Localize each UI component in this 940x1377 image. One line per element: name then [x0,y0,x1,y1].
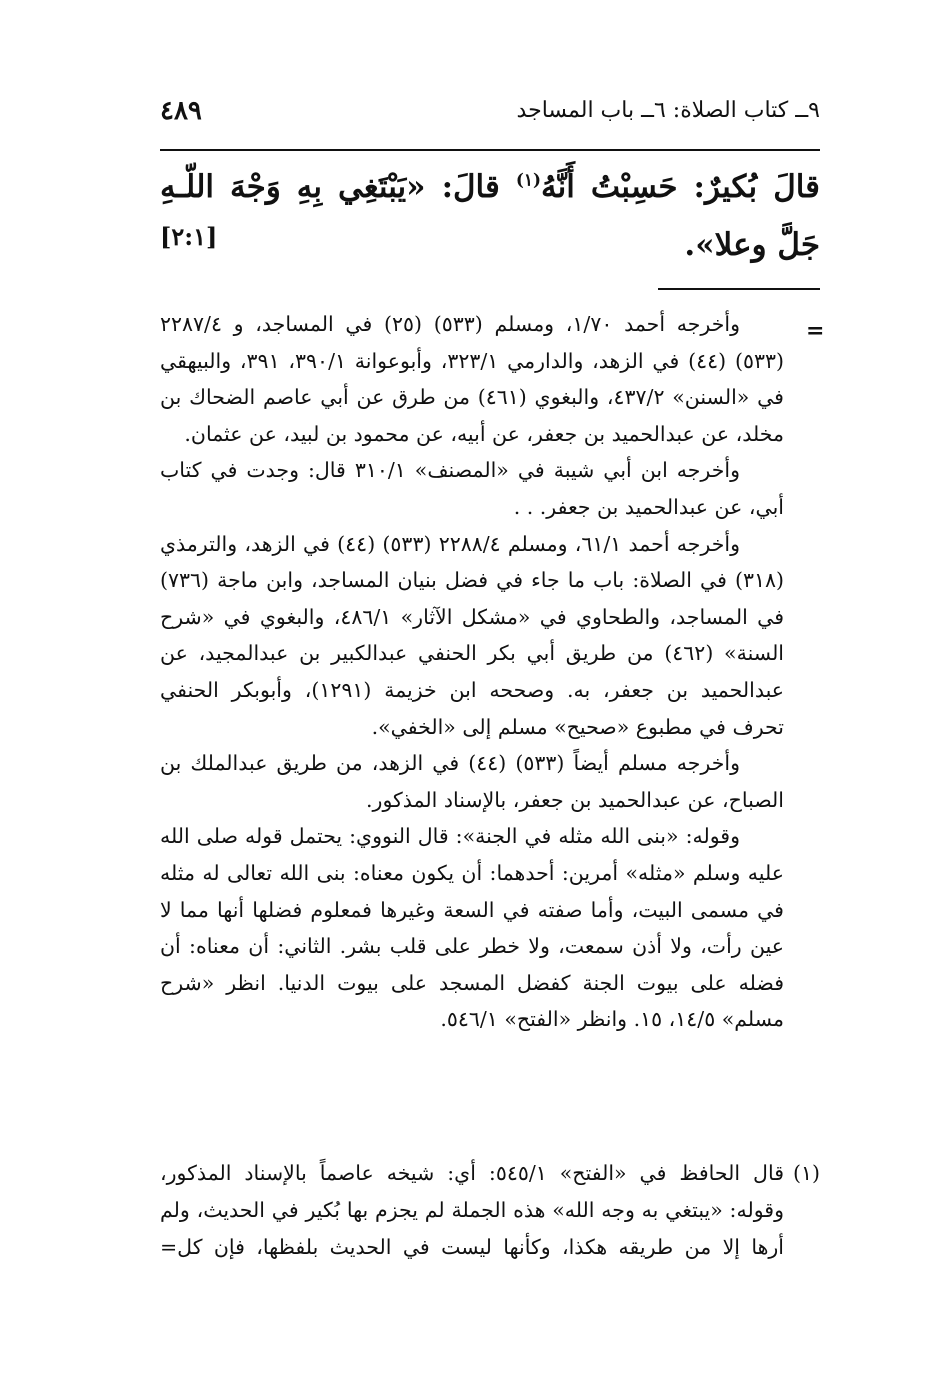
note-paragraph: وأخرجه أحمد ٦١/١، ومسلم ٢٢٨٨/٤ (٥٣٣) (٤٤) في الزهد، والترمذي (٣١٨) في الصلاة: باب ما جاء في فضل بنيان المساجد، وابن ماجة (٧٣٦) في المساجد، والطحاوي في «مشكل الآثار» ٤٨٦/١، والبغوي في «شرح السنة» (٤٦٢) من طريق أبي بكر الحنفي عبدالكبير بن عبدالمجيد، عن عبدالحميد بن جعفر، به. وصححه ابن خزيمة (١٢٩١)، وأبوبكر الحنفي تحرف في مطبوع «صحيح» مسلم إلى «الخفي». [160,531,785,739]
hadith-text-start: قالَ بُكيرٌ: حَسِبْتُ أَنَّهُ [541,169,820,205]
running-header [160,96,820,136]
footnote-marker[interactable]: (١) [515,170,542,191]
commentary-notes [160,306,784,1038]
continuation-mark: = [806,318,825,344]
footnote-divider [658,288,820,290]
note-paragraph: وأخرجه أحمد ١/٧٠، ومسلم (٥٣٣) (٢٥) في المساجد، و ٢٢٨٧/٤ (٥٣٣) (٤٤) في الزهد، والدارمي ٣٢٣/١، وأبوعوانة ٣٩٠/١، ٣٩١، والبيهقي في «السنن» ٤٣٧/٢، والبغوي (٤٦١) من طرق عن أبي عاصم الضحاك بن مخلد، عن عبدالحميد بن جعفر، عن أبيه، عن محمود بن لبيد، عن عثمان. [160,312,784,446]
hadith-reference: [٢:١] [160,222,218,251]
footnote-number: (١) [792,1161,820,1185]
hadith-text [160,158,820,274]
hadith-text-end: قالَ: «يَبْتَغِي بِهِ وَجْهَ اللّـهِ جَلَّ وعلا». [160,169,820,263]
note-paragraph: وأخرجه ابن أبي شيبة في «المصنف» ٣١٠/١ قال: وجدت في كتاب أبي، عن عبدالحميد بن جعفر. . . [160,458,784,519]
chapter-title: ٩ــ كتاب الصلاة: ٦ــ باب المساجد [516,98,820,123]
footnote-text: قال الحافظ في «الفتح» ٥٤٥/١: أي: شيخه عاصماً بالإسناد المذكور، وقوله: «يبتغي به وجه الله» هذه الجملة لم يجزم بها بُكير في الحديث، ولم أرها إلا من طريقه هكذا، وكأنها ليست في الحديث بلفظها، فإن كل= [160,1161,784,1259]
page-number: ٤٨٩ [160,96,202,126]
footnote-1 [160,1155,820,1266]
note-paragraph: وقوله: «بنى الله مثله في الجنة»: قال النووي: يحتمل قوله صلى الله عليه وسلم «مثله» أمرين: أحدهما: أن يكون معناه: بنى الله تعالى له مثله في مسمى البيت، وأما صفته في السعة وغيرها فمعلوم فضلها أنها مما لا عين رأت، ولا أذن سمعت، ولا خطر على قلب بشر. الثاني: أن معناه: أن فضله على بيوت الجنة كفضل المسجد على بيوت الدنيا. انظر «شرح مسلم» ١٤/٥، ١٥. وانظر «الفتح» ٥٤٦/١. [160,824,784,1032]
header-divider [160,149,820,151]
note-paragraph: وأخرجه مسلم أيضاً (٥٣٣) (٤٤) في الزهد، من طريق عبدالملك بن الصباح، عن عبدالحميد بن جعفر، بالإسناد المذكور. [160,751,784,812]
